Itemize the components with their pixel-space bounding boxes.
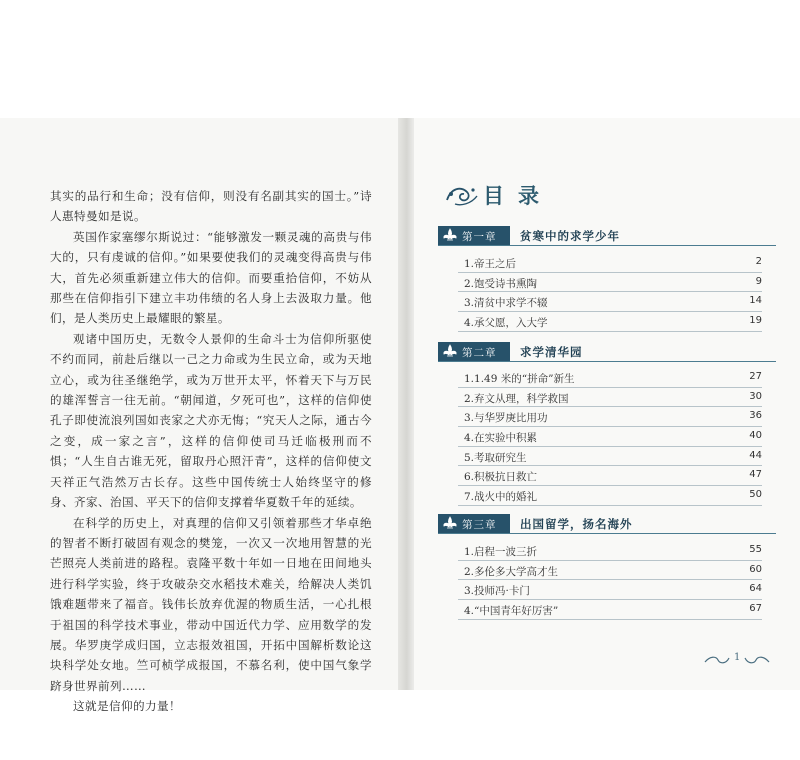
entry-title: 2.饱受诗书熏陶 <box>464 277 538 290</box>
toc-list <box>458 253 762 332</box>
page-number-text: 1 <box>734 652 741 663</box>
entry-page: 47 <box>749 469 762 481</box>
entry-title: 4.在实验中积累 <box>464 432 538 445</box>
chapter-badge <box>438 226 510 245</box>
entry-title: 5.考取研究生 <box>464 451 527 464</box>
entry-title: 4.“中国青年好厉害” <box>464 605 559 618</box>
paragraph: 在科学的历史上，对真理的信仰又引领着那些才华卓绝的智者不断打破固有观念的樊笼，一次又一次地用智慧的光芒照亮人类前进的路程。袁隆平数十年如一日地在田间地头进行科学实验，终于攻破杂交水稻技术难关，给解决人类饥饿难题带来了福音。钱伟长放弃优渥的物质生活，一心扎根于祖国的科学技术事业，带动中国近代力学、应用数学的发展。华罗庚学成归国，立志报效祖国，开拓中国解析数论这块科学处女地。竺可桢学成报国，不慕名利，使中国气象学跻身世界前列…… <box>50 515 372 693</box>
chapter-badge <box>438 514 510 533</box>
entry-page: 55 <box>749 544 762 555</box>
entry-page: 60 <box>749 563 762 575</box>
fleur-de-lis-icon <box>442 516 458 531</box>
flourish-ornament-icon <box>445 182 479 208</box>
toc-list <box>458 541 762 620</box>
paragraph: 英国作家塞缪尔斯说过：“能够激发一颗灵魂的高贵与伟大的，只有虔诚的信仰。”如果要使我们的灵魂变得高贵与伟大，首先必须重新建立伟大的信仰。而要重拾信仰，不妨从那些在信仰指引下建立丰功伟绩的名人身上去汲取力量。他们，是人类历史上最耀眼的繁星。 <box>50 229 372 326</box>
entry-page: 9 <box>755 275 762 287</box>
entry-title: 1.帝王之后 <box>464 258 517 270</box>
entry-page: 2 <box>755 256 762 267</box>
chapter-label: 第一章 <box>462 231 497 243</box>
toc-entry[interactable] <box>458 447 762 467</box>
entry-page: 67 <box>749 603 762 615</box>
toc-title: 目录 <box>483 183 553 208</box>
paragraph: 这就是信仰的力量！ <box>73 699 181 714</box>
entry-title: 3.投师冯·卡门 <box>464 585 530 598</box>
entry-page: 36 <box>749 410 762 422</box>
entry-title: 2.多伦多大学高才生 <box>464 565 559 578</box>
chapter-header <box>438 514 776 534</box>
swirl-right-icon <box>744 654 770 666</box>
entry-page: 27 <box>749 371 762 382</box>
toc-entry[interactable] <box>458 580 762 600</box>
chapter-title: 求学清华园 <box>520 345 583 359</box>
entry-title: 1.启程一波三折 <box>464 546 538 558</box>
chapter-label: 第二章 <box>462 347 497 359</box>
toc-entry[interactable] <box>458 427 762 447</box>
paragraph: 观诸中国历史，无数令人景仰的生命斗士为信仰所驱使不约而同，前赴后继以一己之力命或为生民立命，或为天地立心，或为往圣继绝学，或为万世开太平，怀着天下与万民的雄浑誓言一往无前。“朝闻道，夕死可也”，这样的信仰使孔子即使流浪列国如丧家之犬亦无悔；“究天人之际，通古今之变，成一家之言”，这样的信仰使司马迁临极刑而不惧；“人生自古谁无死，留取丹心照汗青”，这样的信仰使文天祥正气浩然万古长存。这些中国传统士人始终坚守的修身、齐家、治国、平天下的信仰支撑着华夏数千年的延续。 <box>50 331 372 510</box>
entry-page: 44 <box>749 449 762 461</box>
book-gutter <box>398 118 414 690</box>
toc-entry[interactable] <box>458 541 762 561</box>
toc-entry[interactable] <box>458 312 762 332</box>
swirl-left-icon <box>704 654 730 666</box>
entry-page: 64 <box>749 583 762 595</box>
entry-title: 7.战火中的婚礼 <box>464 491 538 504</box>
left-page-text <box>50 186 372 717</box>
toc-entry[interactable] <box>458 368 762 388</box>
toc-list <box>458 368 762 506</box>
chapter-label: 第三章 <box>462 519 497 531</box>
entry-title: 6.积极抗日救亡 <box>464 471 538 484</box>
toc-entry[interactable] <box>458 253 762 273</box>
paragraph: 其实的品行和生命；没有信仰，则没有名副其实的国士。”诗人惠特曼如是说。 <box>50 189 372 224</box>
chapter-header <box>438 226 776 246</box>
entry-page: 50 <box>749 489 762 501</box>
entry-page: 19 <box>749 315 762 327</box>
toc-entry[interactable] <box>458 407 762 427</box>
toc-entry[interactable] <box>458 292 762 312</box>
chapter-header <box>438 342 776 362</box>
entry-title: 2.弃文从理，科学救国 <box>464 392 569 405</box>
fleur-de-lis-icon <box>442 228 458 243</box>
chapter-badge <box>438 342 510 361</box>
entry-title: 1.1.49 米的“拼命”新生 <box>464 373 575 385</box>
entry-page: 14 <box>749 295 762 307</box>
entry-title: 3.与华罗庚比用功 <box>464 412 548 425</box>
toc-entry[interactable] <box>458 466 762 486</box>
toc-entry[interactable] <box>458 388 762 408</box>
fleur-de-lis-icon <box>442 344 458 359</box>
entry-page: 40 <box>749 430 762 442</box>
toc-entry[interactable] <box>458 273 762 293</box>
chapter-title: 贫寒中的求学少年 <box>520 229 620 243</box>
toc-entry[interactable] <box>458 486 762 506</box>
entry-title: 4.承父愿，入大学 <box>464 317 548 330</box>
toc-entry[interactable] <box>458 600 762 620</box>
entry-page: 30 <box>749 390 762 402</box>
chapter-title: 出国留学，扬名海外 <box>520 517 633 531</box>
toc-entry[interactable] <box>458 561 762 581</box>
entry-title: 3.清贫中求学不辍 <box>464 297 548 310</box>
